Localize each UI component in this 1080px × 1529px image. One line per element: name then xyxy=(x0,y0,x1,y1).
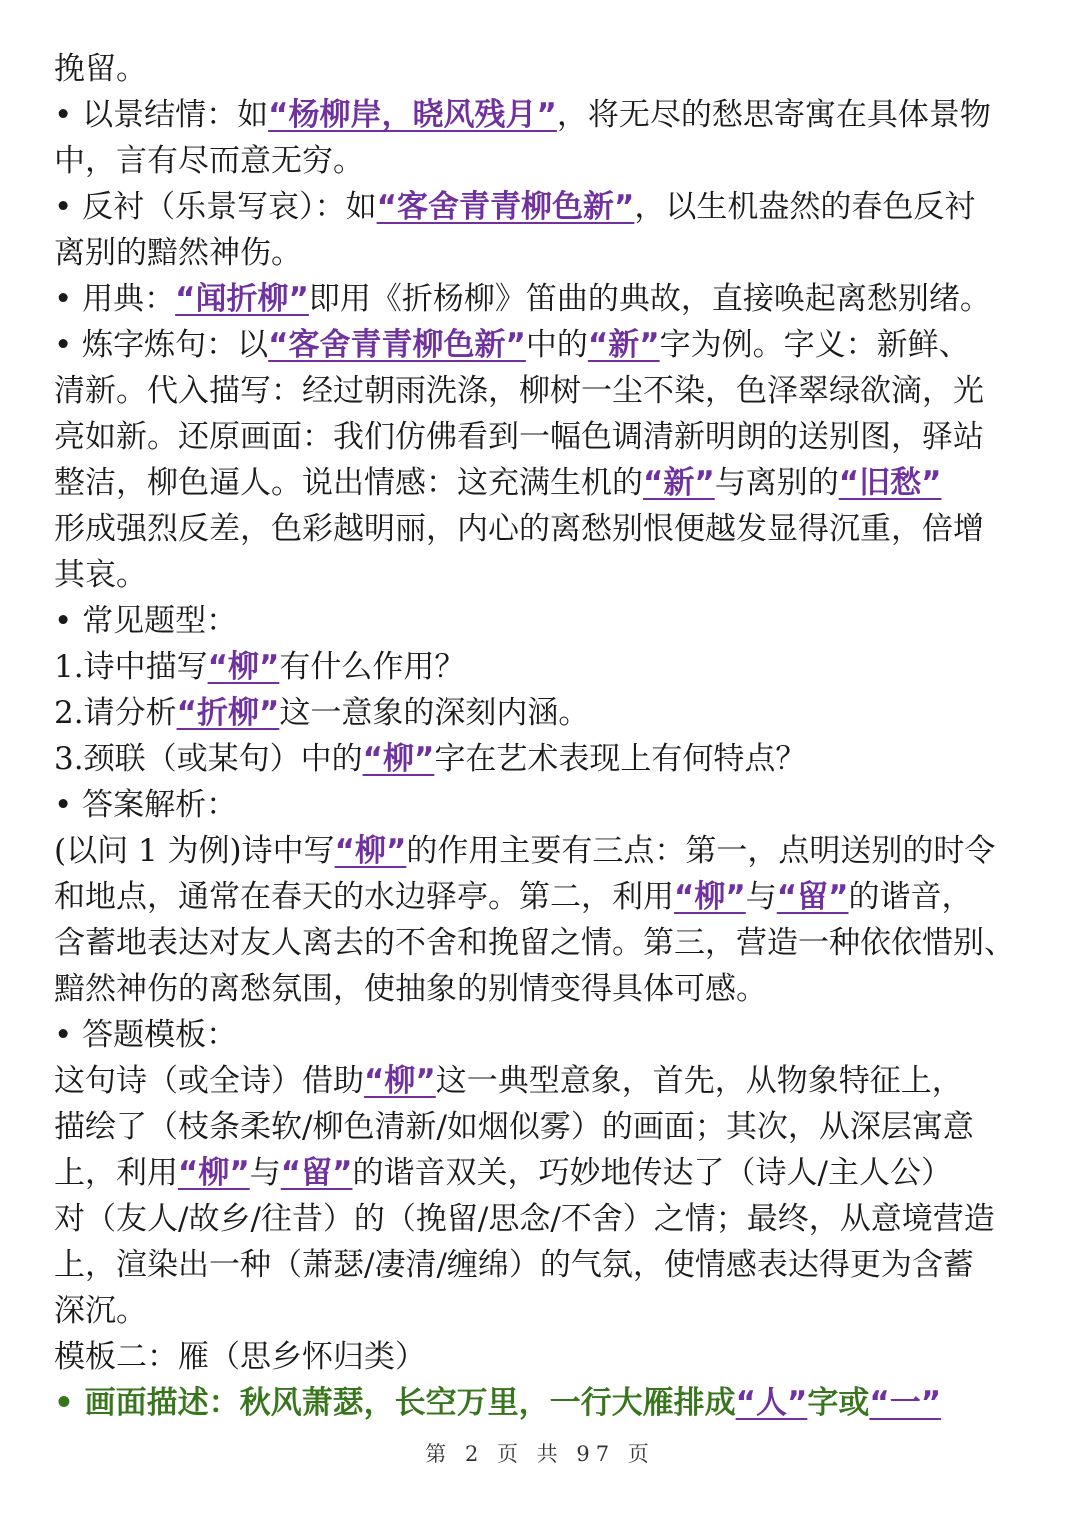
body-text: 上，渲染出一种（萧瑟/凄清/缠绵）的气氛，使情感表达得更为含蓄 xyxy=(54,1247,974,1283)
body-text: 描绘了（枝条柔软/柳色清新/如烟似雾）的画面；其次，从深层寓意 xyxy=(54,1109,974,1145)
body-text: 其哀。 xyxy=(54,557,147,593)
body-text: 黯然神伤的离愁氛围，使抽象的别情变得具体可感。 xyxy=(54,971,767,1007)
green-heading-text: 字或 xyxy=(807,1385,870,1421)
highlighted-term: “柳” xyxy=(207,649,280,685)
body-text: 字为例。字义：新鲜、 xyxy=(659,327,970,363)
body-text: 清新。代入描写：经过朝雨洗涤，柳树一尘不染，色泽翠绿欲滴，光 xyxy=(54,373,984,409)
highlighted-term: “闻折柳” xyxy=(175,281,309,317)
text-line xyxy=(54,1058,1029,1104)
highlighted-term: “留” xyxy=(776,879,849,915)
text-line xyxy=(54,644,1029,690)
body-text: (以问 1 为例)诗中写 xyxy=(54,833,335,869)
highlighted-term: “折柳” xyxy=(176,695,280,731)
green-heading-text: • xyxy=(54,1385,85,1421)
text-line xyxy=(54,690,1029,736)
highlighted-term: “柳” xyxy=(334,833,407,869)
body-text: 与离别的 xyxy=(714,465,839,501)
highlighted-term: “新” xyxy=(643,465,715,501)
text-line xyxy=(54,966,1029,1012)
text-line xyxy=(54,1334,1029,1380)
body-text: 深沉。 xyxy=(54,1293,147,1329)
body-text: 中的 xyxy=(525,327,588,363)
body-text: • 以景结情：如 xyxy=(54,97,269,133)
body-text: 对（友人/故乡/往昔）的（挽留/思念/不舍）之情；最终，从意境营造 xyxy=(54,1201,995,1237)
body-text: 中，言有尽而意无穷。 xyxy=(54,143,364,179)
body-text: 与 xyxy=(249,1155,281,1191)
body-text: 2.请分析 xyxy=(54,695,177,731)
body-text: ，以生机盎然的春色反衬 xyxy=(634,189,976,225)
highlighted-term: “柳” xyxy=(362,741,435,777)
text-line xyxy=(54,552,1029,598)
text-line xyxy=(54,506,1029,552)
body-text: • 答题模板： xyxy=(54,1017,238,1053)
body-text: 模板二：雁（思乡怀归类） xyxy=(54,1339,426,1375)
text-line xyxy=(54,828,1029,874)
body-text: 有什么作用？ xyxy=(279,649,466,685)
text-line xyxy=(54,1196,1029,1242)
text-line xyxy=(54,230,1029,276)
text-line xyxy=(54,598,1029,644)
highlighted-term: “人” xyxy=(735,1385,808,1421)
highlighted-term: “客舍青青柳色新” xyxy=(376,189,635,225)
body-text: 的谐音， xyxy=(848,879,973,915)
text-line xyxy=(54,782,1029,828)
text-line xyxy=(54,1012,1029,1058)
body-text: 挽留。 xyxy=(54,51,147,87)
body-text: 即用《折杨柳》笛曲的典故，直接唤起离愁别绪。 xyxy=(308,281,991,317)
text-line xyxy=(54,1150,1029,1196)
body-text: ，将无尽的愁思寄寓在具体景物 xyxy=(556,97,991,133)
highlighted-term: “柳” xyxy=(674,879,746,915)
body-text: 上，利用 xyxy=(54,1155,178,1191)
body-text: 和地点，通常在春天的水边驿亭。第二，利用 xyxy=(54,879,674,915)
body-text: 的谐音双关，巧妙地传达了（诗人/主人公） xyxy=(352,1155,952,1191)
body-text: 形成强烈反差，色彩越明丽，内心的离愁别恨便越发显得沉重，倍增 xyxy=(54,511,984,547)
text-line xyxy=(54,1288,1029,1334)
text-line xyxy=(54,1242,1029,1288)
body-text: 离别的黯然神伤。 xyxy=(54,235,302,271)
text-line xyxy=(54,1104,1029,1150)
body-text: • 答案解析： xyxy=(54,787,238,823)
text-line xyxy=(54,414,1029,460)
text-line xyxy=(54,184,1029,230)
body-text: 3.颈联（或某句）中的 xyxy=(54,741,363,777)
document-body xyxy=(54,46,1029,1426)
highlighted-term: “杨柳岸，晓风残月” xyxy=(268,97,557,133)
body-text: • 常见题型： xyxy=(54,603,238,639)
body-text: 与 xyxy=(745,879,777,915)
body-text: • 用典： xyxy=(54,281,176,317)
text-line xyxy=(54,322,1029,368)
body-text: • 反衬（乐景写哀）：如 xyxy=(54,189,377,225)
text-line xyxy=(54,368,1029,414)
body-text: 的作用主要有三点：第一，点明送别的时令 xyxy=(406,833,996,869)
highlighted-term: “旧愁” xyxy=(838,465,942,501)
highlighted-term: “客舍青青柳色新” xyxy=(268,327,526,363)
highlighted-term: “新” xyxy=(587,327,660,363)
highlighted-term: “一” xyxy=(869,1385,942,1421)
body-text: 这一典型意象，首先，从物象特征上， xyxy=(435,1063,963,1099)
text-line xyxy=(54,874,1029,920)
body-text: 整洁，柳色逼人。说出情感：这充满生机的 xyxy=(54,465,643,501)
body-text: 1.诗中描写 xyxy=(54,649,208,685)
body-text: • 炼字炼句：以 xyxy=(54,327,269,363)
highlighted-term: “柳” xyxy=(178,1155,250,1191)
text-line xyxy=(54,46,1029,92)
body-text: 含蓄地表达对友人离去的不舍和挽留之情。第三，营造一种依依惜别、 xyxy=(54,925,1015,961)
body-text: 这句诗（或全诗）借助 xyxy=(54,1063,364,1099)
body-text: 这一意象的深刻内涵。 xyxy=(279,695,590,731)
text-line xyxy=(54,1380,1029,1426)
text-line xyxy=(54,92,1029,138)
highlighted-term: “柳” xyxy=(364,1063,436,1099)
text-line xyxy=(54,276,1029,322)
highlighted-term: “留” xyxy=(280,1155,353,1191)
page-footer: 第 2 页 共 97 页 xyxy=(425,1442,655,1466)
text-line xyxy=(54,138,1029,184)
text-line xyxy=(54,920,1029,966)
text-line xyxy=(54,736,1029,782)
text-line xyxy=(54,460,1029,506)
body-text: 字在艺术表现上有何特点？ xyxy=(434,741,807,777)
green-heading-text: 画面描述：秋风萧瑟，长空万里，一行大雁排成 xyxy=(84,1385,736,1421)
body-text: 亮如新。还原画面：我们仿佛看到一幅色调清新明朗的送别图，驿站 xyxy=(54,419,984,455)
